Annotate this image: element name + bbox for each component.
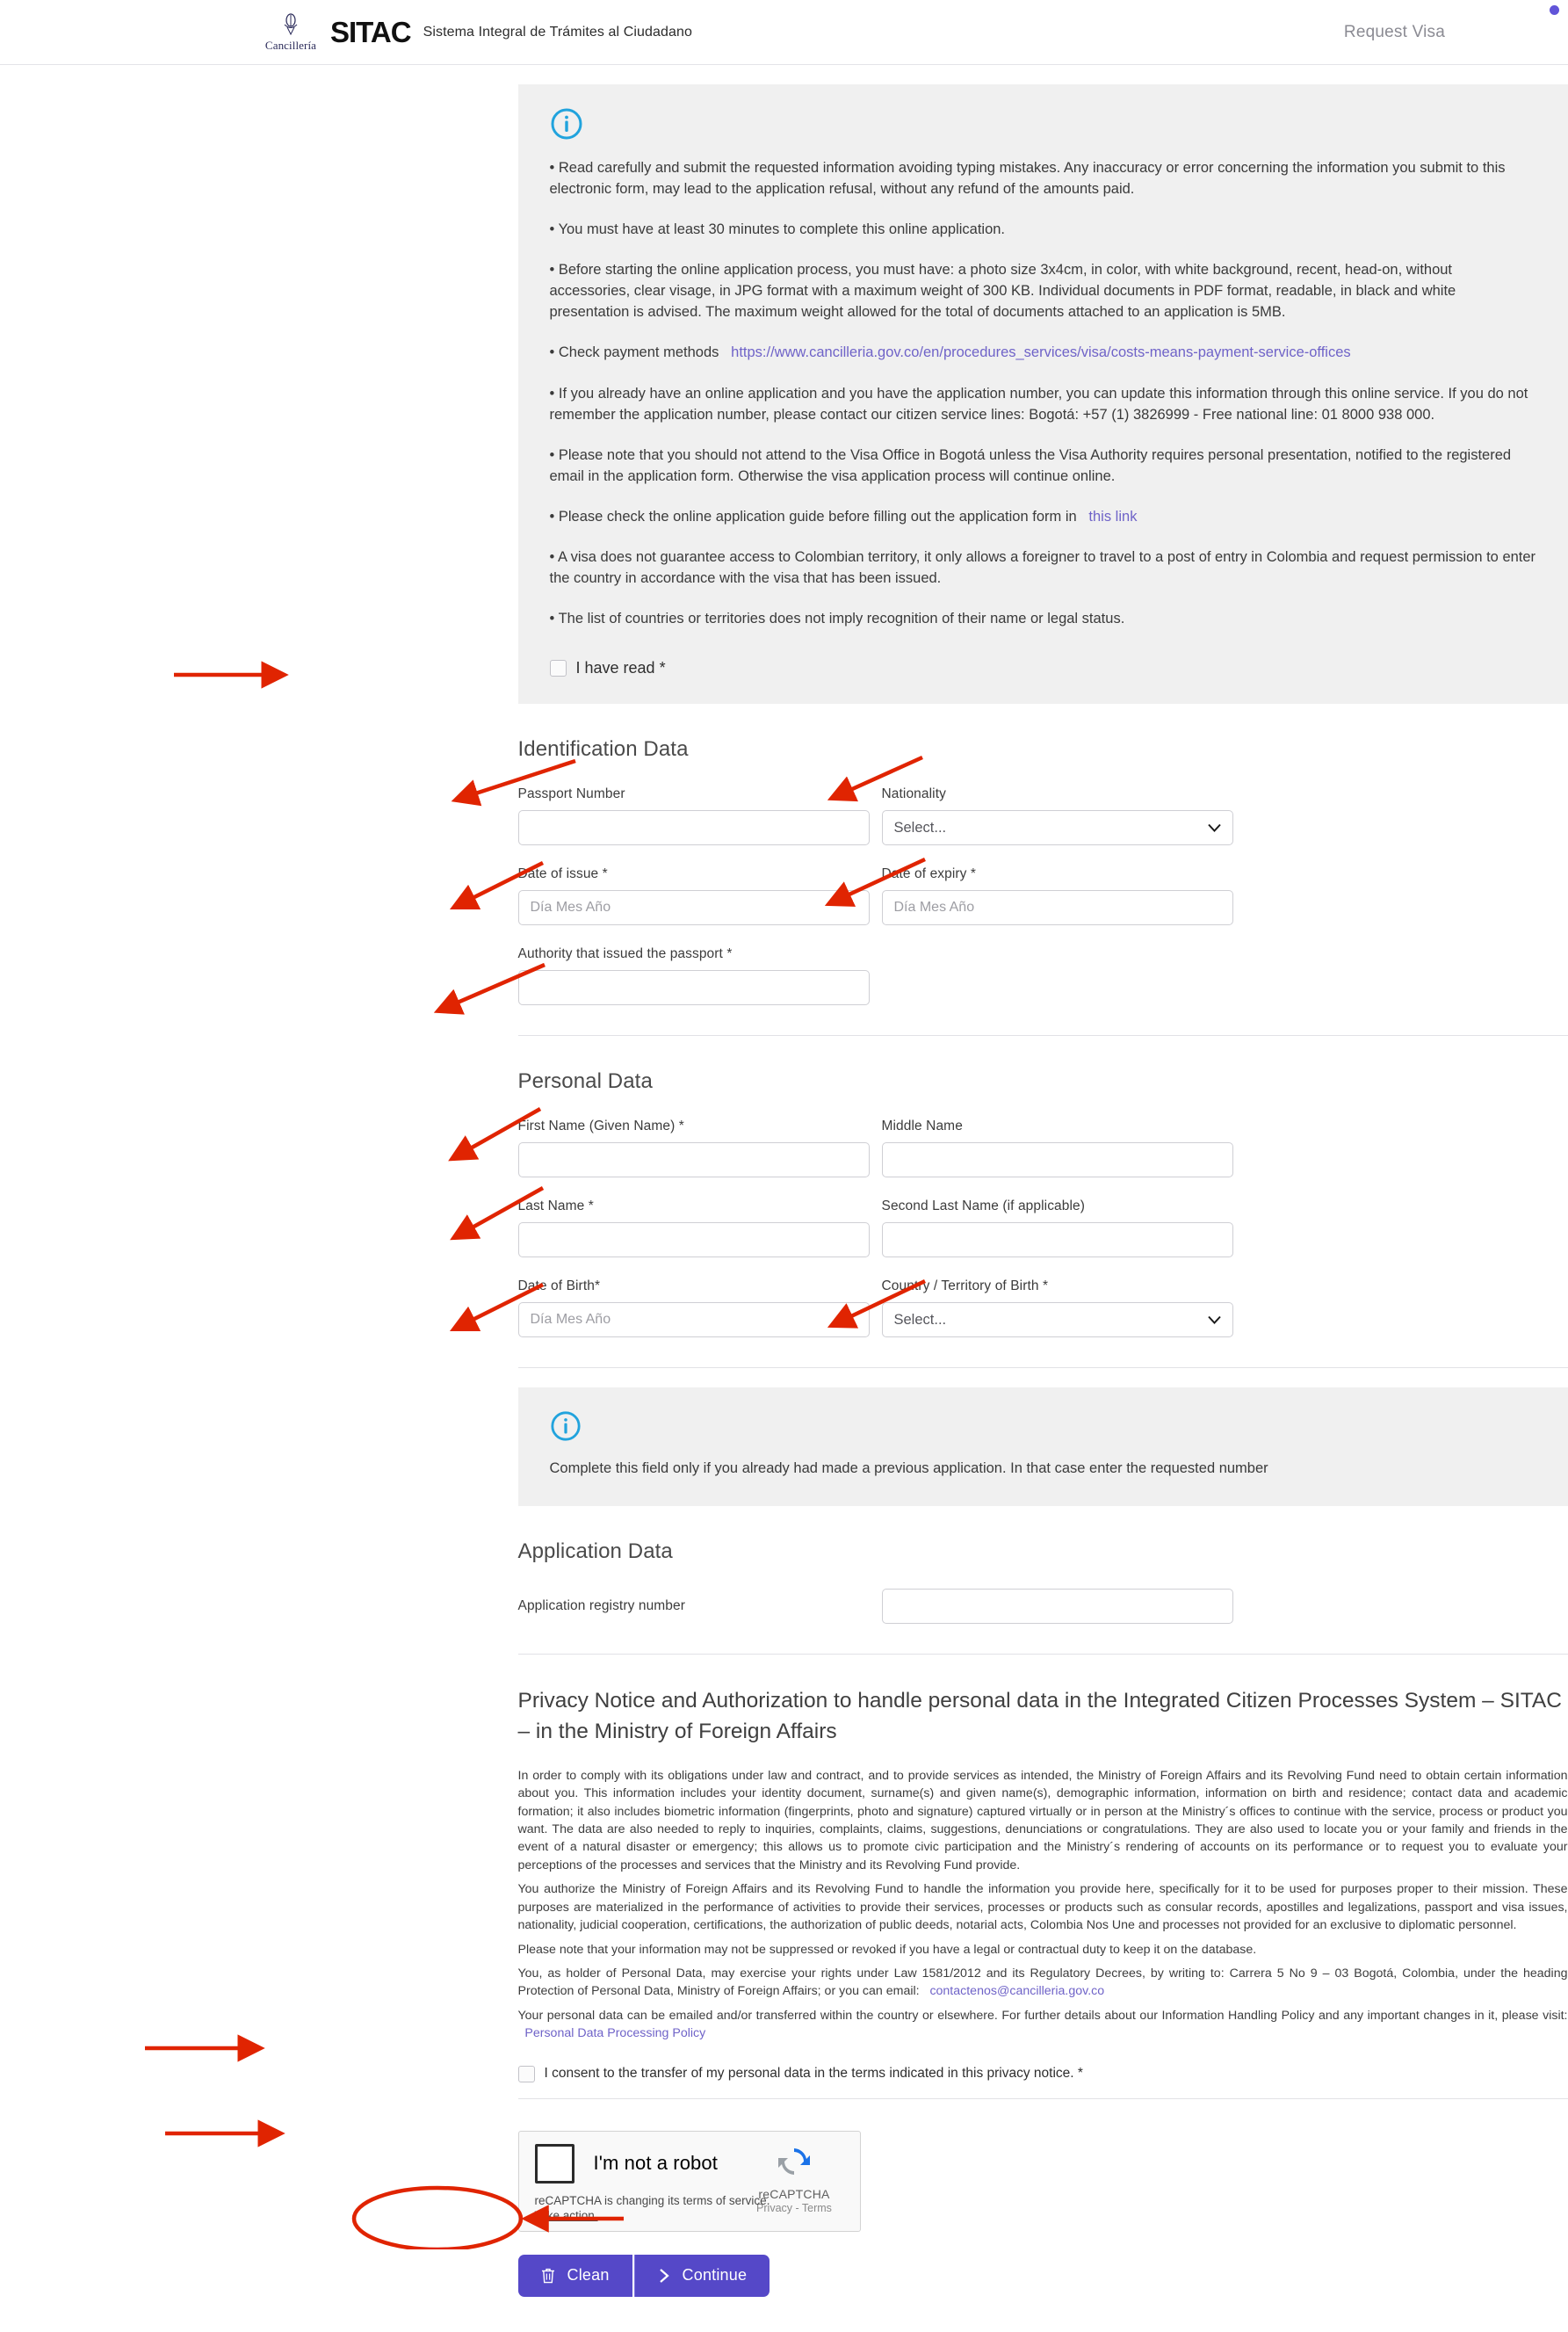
recaptcha-notice — [535, 2193, 770, 2224]
middle-name-label: Middle Name — [881, 1119, 963, 1134]
privacy-paragraph-4-text: You, as holder of Personal Data, may exercise your rights under Law 1581/2012 and its Regulatory Decrees, by writing to: Carrera 5 No 9 – 03 Bogotá, Colombia, under the heading Protection of Personal Data, Ministry of Foreign Affairs; or you can email: — [517, 1966, 1568, 1999]
authority-label: Authority that issued the passport * — [517, 946, 733, 962]
form-content — [518, 84, 1568, 2332]
app-name: SITAC — [330, 15, 411, 48]
application-registry-row — [518, 1589, 1568, 1624]
notification-dot-icon — [1550, 5, 1559, 15]
second-last-name-input[interactable] — [882, 1222, 1233, 1257]
clean-button[interactable] — [518, 2255, 632, 2297]
instruction-bullet-1: • Read carefully and submit the requested information avoiding typing mistakes. Any inaccuracy or error concerning the information you submit to this electronic form, may lead to the application refusal, without any refund of the amounts paid. — [549, 160, 1506, 198]
instruction-bullet-5: • Please note that you should not attend to the Visa Office in Bogotá unless the Visa Authority requires personal presentation, notified to the registered email in the application form. Otherwise the visa application process will continue online. — [549, 446, 1512, 484]
privacy-paragraph-5 — [518, 2007, 1568, 2043]
section-divider-2 — [518, 1367, 1568, 1368]
personal-section-title: Personal Data — [517, 1069, 653, 1094]
recaptcha-brand-name: reCAPTCHA — [758, 2186, 830, 2201]
info-circle-icon — [550, 1410, 582, 1442]
date-of-birth-label: Date of Birth* — [517, 1278, 601, 1294]
app-header — [0, 0, 1568, 65]
recaptcha-checkbox[interactable] — [535, 2144, 574, 2184]
cancilleria-crest — [264, 11, 318, 53]
authority-input[interactable] — [518, 970, 870, 1005]
nationality-select-wrap[interactable] — [882, 810, 1233, 845]
field-date-of-issue — [518, 866, 870, 925]
section-divider-1 — [518, 1035, 1568, 1036]
recaptcha-take-action-link[interactable]: Take action. — [534, 2209, 598, 2223]
app-subtitle: Sistema Integral de Trámites al Ciudadano — [423, 24, 693, 40]
instruction-bullet-7: • The list of countries or territories does not imply recognition of their name or legal status. — [549, 611, 1125, 627]
application-section-title: Application Data — [517, 1539, 673, 1564]
date-of-issue-label: Date of issue * — [517, 866, 608, 882]
privacy-paragraph-1: In order to comply with its obligations under law and contract, and to provide services as intended, the Ministry of Foreign Affairs and its Revolving Fund need to obtain certain information about you. This information includes your identity document, surname(s) and given name(s), demographic information, information on birth and residence; contact data and academic formation; it also includes biometric information (fingerprints, photo and signature) captured virtually or in person at the Ministry´s offices to continue with the service, process or product you want. The data are also needed to reply to inquiries, complaints, claims, suggestions, denunciations or congratulations. They are also used to locate you or your family and friends in the event of a natural disaster or emergency; this allows us to promote civic participation and the Ministry´s rendering of accounts on its performance or to request you to evaluate your perceptions of the processes and services that the Ministry and its Revolving Fund provide. — [517, 1768, 1568, 1872]
field-authority — [518, 946, 870, 1005]
continue-button-label: Continue — [682, 2266, 748, 2285]
country-of-birth-select[interactable]: Select... — [882, 1302, 1233, 1337]
field-middle-name — [882, 1119, 1233, 1177]
page-wrapper — [257, 84, 1568, 2332]
recaptcha-widget[interactable] — [518, 2131, 861, 2232]
identification-section-title: Identification Data — [517, 737, 689, 762]
payment-methods-link[interactable]: https://www.cancilleria.gov.co/en/procedures_services/visa/costs-means-payment-service-offices — [731, 344, 1351, 361]
date-of-issue-input[interactable] — [518, 890, 870, 925]
continue-button[interactable] — [634, 2255, 770, 2297]
date-of-birth-input[interactable] — [518, 1302, 870, 1337]
chevron-right-icon — [658, 2268, 670, 2284]
country-of-birth-label: Country / Territory of Birth * — [881, 1278, 1049, 1294]
coat-of-arms-icon — [279, 11, 302, 38]
passport-number-label: Passport Number — [517, 786, 625, 802]
field-passport-number — [518, 786, 870, 845]
info-circle-icon — [550, 107, 583, 141]
recaptcha-label: I'm not a robot — [593, 2152, 718, 2175]
i-have-read-label: I have read * — [575, 659, 666, 677]
application-note-text: Complete this field only if you already had made a previous application. In that case enter the requested number — [549, 1460, 1268, 1477]
i-have-read-checkbox[interactable] — [550, 660, 567, 677]
instruction-bullet-3: • Before starting the online application process, you must have: a photo size 3x4cm, in color, with white background, recent, head-on, without accessories, clear visage, in JPG format with a maximum weight of 300 KB. Individual documents in PDF format, readable, in black and white presentation is advised. The maximum weight allowed for the total of documents attached to an application is 5MB. — [549, 262, 1456, 321]
header-right — [1344, 23, 1445, 42]
instruction-bullet-guide — [550, 506, 1536, 527]
first-name-label: First Name (Given Name) * — [517, 1119, 684, 1134]
instruction-bullet-payment — [550, 342, 1536, 363]
consent-label: I consent to the transfer of my personal data in the terms indicated in this privacy notice. * — [544, 2066, 1083, 2082]
clean-button-label: Clean — [567, 2266, 610, 2285]
instruction-bullet-4: • If you already have an online application and you have the application number, you can update this information through this online service. If you do not remember the application number, please contact our citizen service lines: Bogotá: +57 (1) 3826999 - Free national line: 01 8000 938 000. — [549, 385, 1528, 423]
field-last-name — [518, 1199, 870, 1257]
field-nationality — [882, 786, 1233, 845]
application-registry-input[interactable] — [882, 1589, 1233, 1624]
field-country-of-birth — [882, 1278, 1233, 1337]
privacy-notice-body — [518, 1767, 1568, 2043]
privacy-paragraph-3: Please note that your information may not be suppressed or revoked if you have a legal or contractual duty to keep it on the database. — [517, 1942, 1257, 1957]
identification-form-grid — [518, 786, 1568, 1005]
consent-row[interactable] — [518, 2066, 1568, 2099]
recaptcha-notice-line1: reCAPTCHA is changing its terms of service. — [534, 2193, 770, 2207]
personal-form-grid — [518, 1119, 1568, 1337]
field-first-name — [518, 1119, 870, 1177]
crest-label: Cancillería — [264, 39, 317, 52]
application-guide-link[interactable]: this link — [1088, 508, 1138, 525]
first-name-input[interactable] — [518, 1142, 870, 1177]
section-divider-3 — [518, 1654, 1568, 1655]
contact-email-link[interactable]: contactenos@cancilleria.gov.co — [929, 1984, 1105, 1999]
payment-bullet-text: • Check payment methods — [549, 344, 719, 361]
privacy-paragraph-5-text: Your personal data can be emailed and/or transferred within the country or elsewhere. For further details about our Information Handling Policy and any important changes in it, please visit: — [517, 2008, 1568, 2023]
instruction-bullet-2: • You must have at least 30 minutes to complete this online application. — [549, 221, 1006, 238]
privacy-notice-heading: Privacy Notice and Authorization to handle personal data in the Integrated Citizen Processes System – SITAC – in the Ministry of Foreign Affairs — [517, 1689, 1562, 1743]
instructions-panel — [518, 84, 1568, 704]
last-name-label: Last Name * — [517, 1199, 594, 1214]
brand-block — [264, 11, 692, 53]
request-visa-link[interactable]: Request Visa — [1343, 22, 1445, 41]
instruction-bullet-6: • A visa does not guarantee access to Colombian territory, it only allows a foreigner to travel to a post of entry in Colombia and request permission to enter the country in accordance with the visa that has been issued. — [549, 548, 1536, 587]
country-of-birth-select-wrap[interactable] — [882, 1302, 1233, 1337]
field-date-of-birth — [518, 1278, 870, 1337]
field-second-last-name — [882, 1199, 1233, 1257]
nationality-select[interactable]: Select... — [882, 810, 1233, 845]
middle-name-input[interactable] — [882, 1142, 1233, 1177]
date-of-expiry-label: Date of expiry * — [881, 866, 977, 882]
application-registry-label: Application registry number — [517, 1598, 686, 1614]
field-date-of-expiry — [882, 866, 1233, 925]
trash-icon — [541, 2268, 555, 2284]
second-last-name-label: Second Last Name (if applicable) — [881, 1199, 1086, 1214]
guide-bullet-text: • Please check the online application guide before filling out the application form in — [549, 508, 1077, 525]
passport-number-input[interactable] — [518, 810, 870, 845]
consent-checkbox[interactable] — [518, 2066, 535, 2082]
nationality-label: Nationality — [881, 786, 946, 802]
recaptcha-privacy-terms-links[interactable]: Privacy - Terms — [756, 2201, 832, 2214]
data-processing-policy-link[interactable]: Personal Data Processing Policy — [524, 2026, 706, 2041]
instructions-list — [550, 157, 1536, 629]
recaptcha-logo-icon — [775, 2142, 813, 2181]
privacy-paragraph-2: You authorize the Ministry of Foreign Affairs and its Revolving Fund to handle the information you provide here, specifically for it to be used for purposes proper to their mission. These purposes are materialized in the performance of activities to provide their services, processes or products such as consular records, apostilles and legalizations, passport and visa issues, nationality, judicial cooperation, certifications, the authorization of public deeds, notarial acts, Colombia Nos Une and processes not provided for an exclusive to diplomatic personnel. — [517, 1882, 1568, 1933]
date-of-expiry-input[interactable] — [882, 890, 1233, 925]
last-name-input[interactable] — [518, 1222, 870, 1257]
application-note-icon-wrap — [550, 1410, 1536, 1446]
i-have-read-row[interactable] — [550, 659, 1536, 677]
info-icon-wrap — [550, 107, 1536, 145]
form-actions — [518, 2255, 1568, 2332]
application-note-panel — [518, 1387, 1568, 1506]
privacy-paragraph-4 — [518, 1965, 1568, 2001]
